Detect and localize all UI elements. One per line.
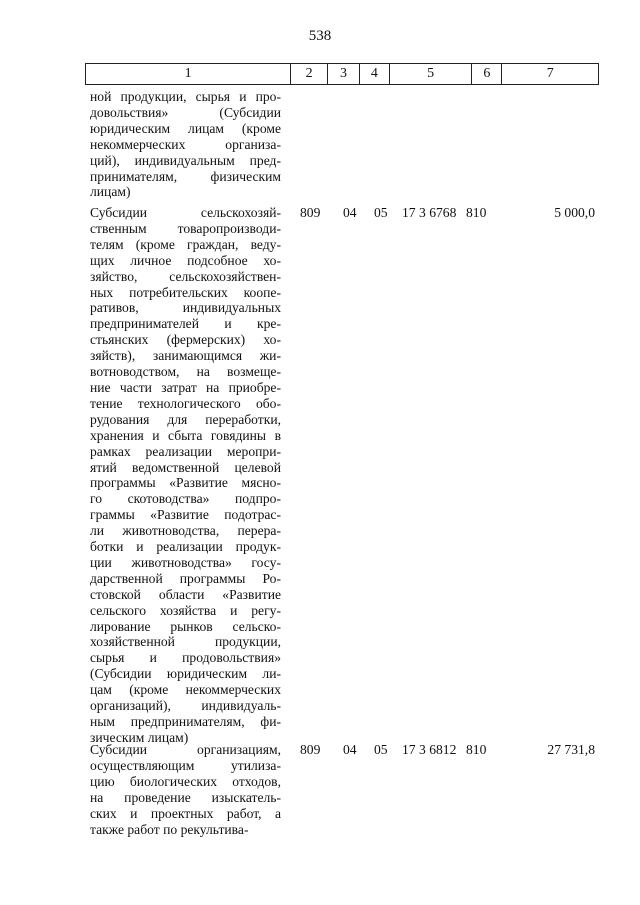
description-line: зяйство, сельскохозяйствен- — [90, 268, 281, 284]
description-line: хранения и сбыта говядины в — [90, 427, 281, 443]
cell-rz: 04 — [343, 205, 357, 220]
description-line: цию биологических отходов, — [90, 773, 281, 789]
table-header — [85, 63, 599, 85]
description-line: ятий ведомственной целевой — [90, 459, 281, 475]
cell-amount: 5 000,0 — [554, 205, 595, 220]
description-line: телям (кроме граждан, веду- — [90, 236, 281, 252]
description-line: ских и проектных работ, а — [90, 805, 281, 821]
cell-vr: 810 — [466, 742, 487, 757]
description-line: ной продукции, сырья и про- — [90, 89, 281, 104]
header-col-6: 6 — [472, 64, 502, 84]
description-line: лирование рынков сельско- — [90, 618, 281, 634]
description-line: зическим лицам) — [90, 729, 189, 745]
description-line: некоммерческих организа- — [90, 136, 281, 152]
description-line: ции животноводства» госу- — [90, 554, 281, 570]
description-line: ным предпринимателям, фи- — [90, 714, 281, 729]
description-line: сельского хозяйства и регу- — [90, 602, 281, 618]
cell-pr: 05 — [374, 742, 388, 757]
table-row-description — [90, 205, 281, 746]
header-col-3: 3 — [328, 64, 360, 84]
description-line: го скотоводства» подпро- — [90, 491, 281, 507]
description-line: тение технологического обо- — [90, 395, 281, 411]
description-line: цам (кроме некоммерческих — [90, 682, 281, 698]
cell-vr: 810 — [466, 205, 487, 220]
description-line: на проведение изыскатель- — [90, 789, 281, 805]
description-line: организаций), индивидуаль- — [90, 698, 281, 714]
description-line: рудования для переработки, — [90, 411, 281, 427]
description-line: дарственной программы Ро- — [90, 570, 281, 586]
table-row-description — [90, 742, 281, 837]
description-line: ботки и реализации продук- — [90, 539, 281, 555]
description-line: сырья и продовольствия» — [90, 650, 281, 666]
cell-csr: 17 3 6768 — [402, 205, 457, 220]
cell-gr: 809 — [300, 205, 321, 220]
description-line: юридическим лицам (кроме — [90, 120, 281, 136]
header-col-2: 2 — [291, 64, 328, 84]
description-line: ственным товаропроизводи- — [90, 220, 281, 236]
description-line: рамках реализации меропри- — [90, 443, 281, 459]
description-line: (Субсидии юридическим ли- — [90, 666, 281, 682]
cell-amount: 27 731,8 — [547, 742, 595, 757]
description-line: также работ по рекультива- — [90, 821, 249, 837]
header-col-4: 4 — [360, 64, 390, 84]
description-line: ративов, индивидуальных — [90, 300, 281, 316]
description-line: ных потребительских коопе- — [90, 284, 281, 300]
description-line: граммы «Развитие подотрас- — [90, 507, 281, 523]
description-line: зяйств), занимающимся жи- — [90, 348, 281, 364]
description-line: стовской области «Развитие — [90, 586, 281, 602]
table-row-description — [90, 89, 281, 200]
description-line: вотноводством, на возмеще- — [90, 364, 281, 380]
header-col-7: 7 — [546, 66, 554, 81]
description-line: довольствия» (Субсидии — [90, 104, 281, 120]
cell-gr: 809 — [300, 742, 321, 757]
description-line: ций), индивидуальным пред- — [90, 152, 281, 168]
header-col-1: 1 — [86, 64, 291, 84]
description-line: принимателям, физическим — [90, 168, 281, 184]
description-line: Субсидии сельскохозяй- — [90, 205, 281, 220]
description-line: щих личное подсобное хо- — [90, 252, 281, 268]
cell-csr: 17 3 6812 — [402, 742, 457, 757]
cell-rz: 04 — [343, 742, 357, 757]
description-line: стьянских (фермерских) хо- — [90, 332, 281, 348]
description-line: предпринимателей и кре- — [90, 316, 281, 332]
header-col-5: 5 — [390, 64, 473, 84]
description-line: ние части затрат на приобре- — [90, 379, 281, 395]
description-line: программы «Развитие мясно- — [90, 475, 281, 491]
cell-pr: 05 — [374, 205, 388, 220]
description-line: Субсидии организациям, — [90, 742, 281, 757]
page-number: 538 — [308, 28, 332, 44]
description-line: хозяйственной продукции, — [90, 634, 281, 650]
description-line: осуществляющим утилиза- — [90, 757, 281, 773]
description-line: лицам) — [90, 184, 131, 200]
description-line: ли животноводства, перера- — [90, 523, 281, 539]
